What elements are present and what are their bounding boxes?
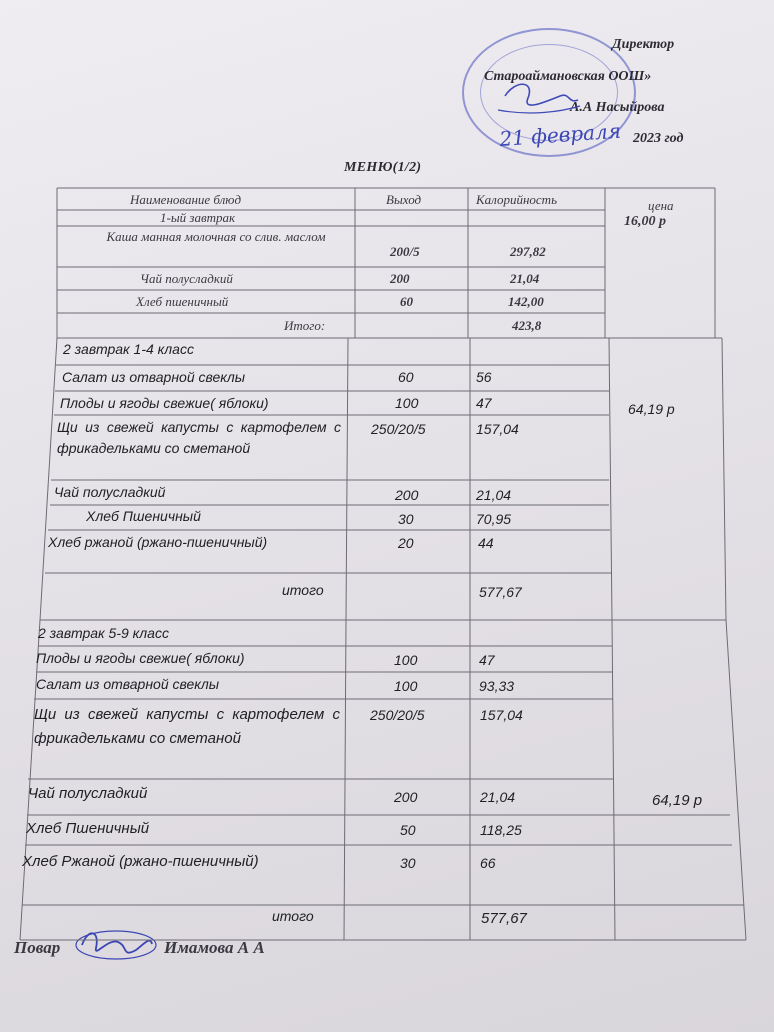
- menu-item-kcal: 157,04: [476, 421, 519, 437]
- header-calories: Калорийность: [476, 192, 557, 207]
- menu-item-name: Хлеб ржаной (ржано-пшеничный): [48, 534, 268, 550]
- section3-price: 64,19 р: [652, 792, 703, 809]
- menu-item-yield: 60: [398, 369, 414, 385]
- handwritten-date: 21 февраля: [498, 118, 622, 151]
- menu-item-kcal: 47: [476, 395, 492, 411]
- menu-item-kcal: 93,33: [479, 678, 515, 694]
- menu-item-yield: 50: [400, 822, 416, 838]
- menu-item-name: Хлеб Ржаной (ржано-пшеничный): [22, 853, 259, 870]
- section2-title: 2 завтрак 1-4 класс: [63, 341, 194, 357]
- section2-total: 577,67: [479, 584, 522, 600]
- section3-title: 2 завтрак 5-9 класс: [38, 625, 169, 641]
- menu-item-kcal: 297,82: [510, 244, 546, 259]
- section3-total-label: итого: [272, 908, 314, 924]
- menu-item-kcal: 118,25: [480, 822, 522, 838]
- menu-item-name: Хлеб пшеничный: [136, 294, 229, 309]
- menu-item-kcal: 142,00: [508, 294, 544, 309]
- menu-item-name: Салат из отварной свеклы: [62, 369, 246, 385]
- menu-item-kcal: 21,04: [476, 487, 512, 503]
- menu-item-yield: 200: [390, 271, 410, 286]
- header-dish-name: Наименование блюд: [130, 192, 242, 207]
- menu-item-yield: 200: [395, 487, 419, 503]
- menu-item-yield: 100: [394, 652, 418, 668]
- menu-item-kcal: 21,04: [510, 271, 540, 286]
- menu-item-kcal: 66: [480, 855, 496, 871]
- section1-price: 16,00 р: [624, 214, 666, 229]
- menu-item-yield: 250/20/5: [370, 707, 425, 723]
- menu-item-name: Плоды и ягоды свежие( яблоки): [60, 395, 269, 411]
- cook-name: Имамова А А: [164, 938, 265, 957]
- menu-item-name: Каша манная молочная со слив. маслом: [106, 229, 326, 244]
- section2-total-label: итого: [282, 582, 324, 598]
- menu-item-name: Салат из отварной свеклы: [36, 676, 220, 692]
- section2-price: 64,19 р: [628, 401, 675, 417]
- menu-item-kcal: 56: [476, 369, 492, 385]
- menu-item-name: Хлеб Пшеничный: [26, 820, 150, 837]
- menu-item-yield: 20: [398, 535, 414, 551]
- approval-year: 2023 год: [633, 131, 684, 146]
- approval-name: А.А Насыйрова: [570, 100, 665, 115]
- menu-item-yield: 200: [394, 789, 418, 805]
- approval-director: Директор: [612, 37, 675, 52]
- menu-item-yield: 200/5: [390, 244, 420, 259]
- section1-title: 1-ый завтрак: [160, 210, 236, 225]
- section1-total-label: Итого:: [284, 318, 326, 333]
- menu-item-yield: 100: [395, 395, 419, 411]
- menu-item-kcal: 157,04: [480, 707, 523, 723]
- menu-item-yield: 100: [394, 678, 418, 694]
- approval-school: Староаймановская ООШ»: [484, 69, 652, 84]
- menu-item-name: Плоды и ягоды свежие( яблоки): [36, 650, 245, 666]
- menu-item-name: Хлеб Пшеничный: [86, 508, 201, 524]
- header-yield: Выход: [386, 192, 422, 207]
- header-price: цена: [648, 198, 674, 213]
- menu-item-yield: 30: [398, 511, 414, 527]
- menu-item-kcal: 44: [478, 535, 494, 551]
- menu-item-yield: 30: [400, 855, 416, 871]
- menu-item-kcal: 47: [479, 652, 495, 668]
- cook-label: Повар: [14, 938, 61, 957]
- menu-item-kcal: 70,95: [476, 511, 512, 527]
- menu-item-name: Чай полусладкий: [28, 785, 148, 802]
- menu-item-yield: 60: [400, 294, 413, 309]
- menu-item-name: Щи из свежей капусты с картофелем с фрикадельками со сметаной: [34, 706, 340, 747]
- section3-total: 577,67: [481, 910, 527, 927]
- menu-item-name: Чай полусладкий: [140, 271, 233, 286]
- menu-item-kcal: 21,04: [480, 789, 516, 805]
- menu-item-name: Щи из свежей капусты с картофелем с фрикадельками со сметаной: [57, 419, 341, 456]
- menu-title: МЕНЮ(1/2): [344, 160, 422, 175]
- menu-item-yield: 250/20/5: [371, 421, 426, 437]
- menu-item-name: Чай полусладкий: [54, 484, 166, 500]
- section1-total: 423,8: [512, 318, 542, 333]
